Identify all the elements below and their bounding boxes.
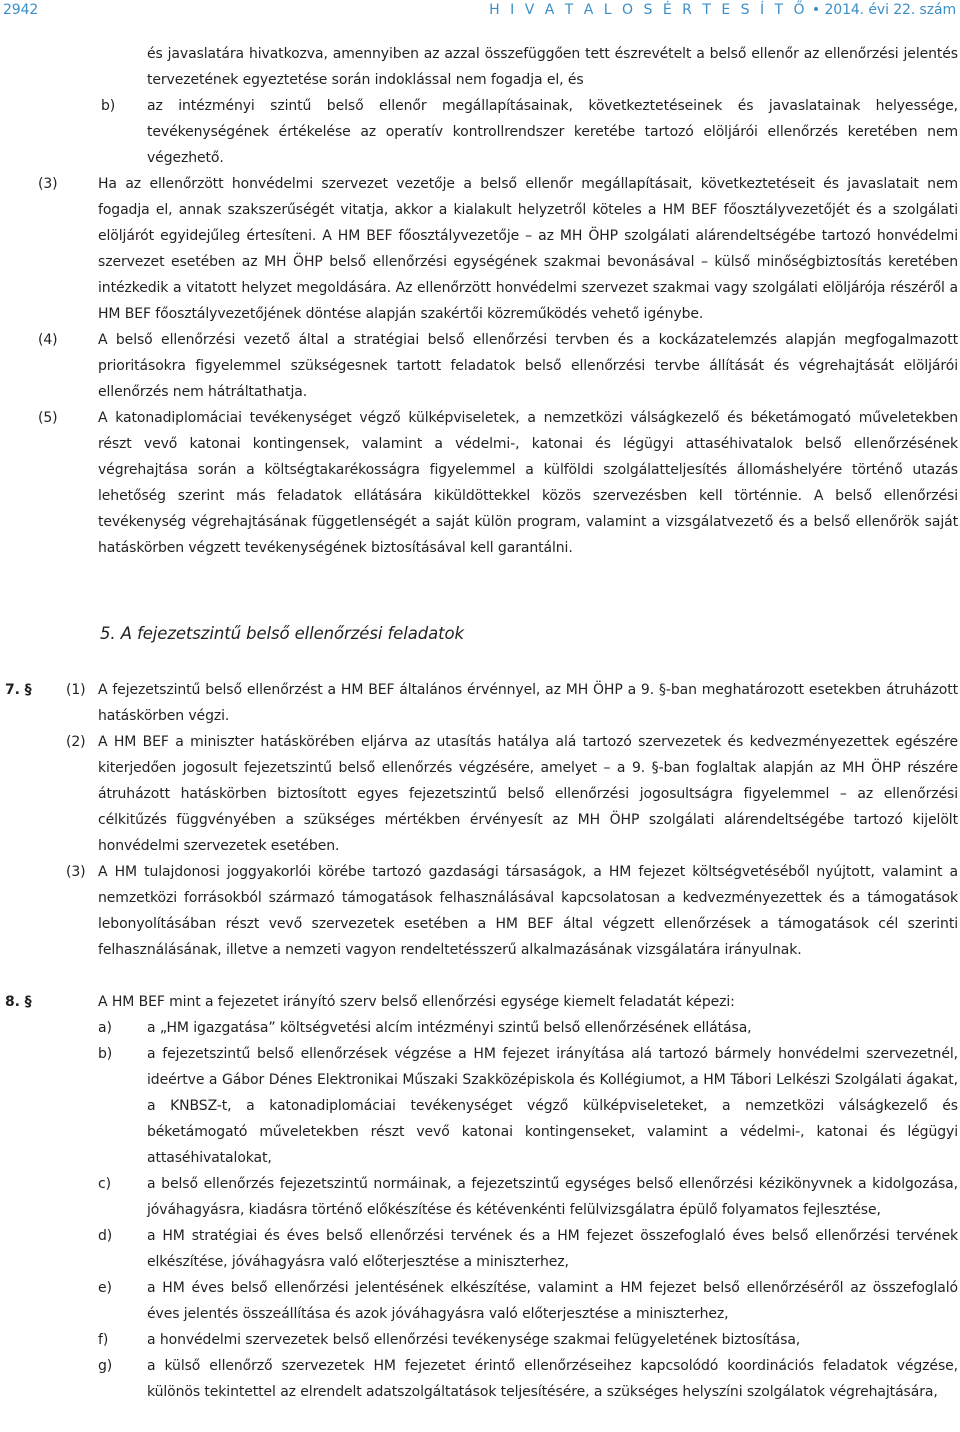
section-8-intro (5, 989, 958, 1015)
list-label: e) (98, 1280, 112, 1296)
section-intro-text: A HM BEF mint a fejezetet irányító szerv belső ellenőrzési egysége kiemelt feladatát képezi: (98, 994, 735, 1010)
paragraph-number: (4) (38, 332, 58, 348)
list-text: a belső ellenőrzés fejezetszintű normáinak, a fejezetszintű egységes belső ellenőrzési kézikönyvnek a kidolgozása, jóváhagyásra, kiadásra történő előkészítése és kétévenkénti felülvizsgálatra épülő folyamatos fejlesztése, (147, 1176, 958, 1218)
section-number: 7. § (5, 682, 32, 698)
list-item-b (101, 93, 958, 171)
paragraph-4 (38, 327, 958, 405)
paragraph-number: (3) (38, 176, 58, 192)
section-8-item-c (98, 1171, 958, 1223)
list-label: c) (98, 1176, 111, 1192)
section-7-paragraph-3 (66, 859, 958, 963)
list-text: a HM éves belső ellenőrzési jelentésének elkészítése, valamint a HM fejezet belső ellenőrzéséről az összefoglaló éves jelentés összeállítása és azok jóváhagyásra való előterjesztése a miniszterhez, (147, 1280, 958, 1322)
section-8-item-d (98, 1223, 958, 1275)
section-7-paragraph-2 (66, 729, 958, 859)
list-text: a fejezetszintű belső ellenőrzések végzése a HM fejezet irányítása alá tartozó bármely honvédelmi szervezetnél, ideértve a Gábor Dénes Elektronikai Műszaki Szakközépiskola és Kollégiumot, a HM Tábori Lelkészi Szolgálati ágakat, a KNBSZ-t, a katonadiplomáciai tevékenységet végző külképviseleteket, a nemzetközi válságkezelő és béketámogató műveletekben részt vevő katonai kontingenseket, valamint a védelmi-, katonai és légügyi attaséhivatalokat, (147, 1046, 958, 1166)
section-8-item-a (98, 1015, 958, 1041)
list-label: f) (98, 1332, 109, 1348)
paragraph-text: A fejezetszintű belső ellenőrzést a HM BEF általános érvénnyel, az MH ÖHP a 9. §-ban meghatározott esetekben átruházott hatáskörben végzi. (98, 682, 958, 724)
list-label: b) (98, 1046, 113, 1062)
paragraph-text: A HM tulajdonosi joggyakorlói körébe tartozó gazdasági társaságok, a HM fejezet költségvetéséből nyújtott, valamint a nemzetközi forrásokból származó támogatások felhasználásával kapcsolatosan a kedvezményezettek és a támogatások lebonyolításában részt vevő szervezetek esetében a HM BEF által végzett ellenőrzések a támogatások cél szerinti felhasználásának, illetve a nemzeti vagyon rendeltetésszerű alkalmazásának vizsgálatára irányulnak. (98, 864, 958, 958)
list-text: a külső ellenőrző szervezetek HM fejezetet érintő ellenőrzéseihez kapcsolódó koordinációs feladatok végzése, különös tekintettel az elrendelt adatszolgáltatások teljesítésére, a szükséges helyszíni szolgálatok végrehajtására, (147, 1358, 958, 1400)
paragraph-number: (3) (66, 864, 86, 880)
list-label: a) (98, 1020, 112, 1036)
publication-name: H I V A T A L O S É R T E S Í T Ő (489, 2, 808, 18)
paragraph-5 (38, 405, 958, 561)
paragraph-number: (2) (66, 734, 86, 750)
list-text: a honvédelmi szervezetek belső ellenőrzési tevékenysége szakmai felügyeletének biztosítása, (147, 1332, 801, 1348)
section-8-item-e (98, 1275, 958, 1327)
chapter-title: 5. A fejezetszintű belső ellenőrzési feladatok (100, 624, 464, 643)
running-header (0, 0, 960, 22)
list-label: d) (98, 1228, 113, 1244)
paragraph-text: Ha az ellenőrzött honvédelmi szervezet vezetője a belső ellenőr megállapításait, következtetéseit és javaslatait nem fogadja el, annak szakszerűségét vitatja, akkor a kialakult helyzetről köteles a HM BEF főosztályvezetőjét és a szolgálati elöljárót egyidejűleg értesíteni. A HM BEF főosztályvezetője – az MH ÖHP szolgálati alárendeltségébe tartozó honvédelmi szervezet esetében az MH ÖHP belső ellenőrzési egységének szakmai bevonásával – külső minőségbiztosítás keretében intézkedik a vitatott helyzet megoldására. Az ellenőrzött honvédelmi szervezet szakmai vagy szolgálati elöljárója részéről a HM BEF főosztályvezetőjének döntése alapján szakértői közreműködés vehető igénybe. (98, 176, 958, 322)
list-text: a „HM igazgatása” költségvetési alcím intézményi szintű belső ellenőrzésének ellátása, (147, 1020, 752, 1036)
bullet: • (811, 2, 821, 18)
list-text: a HM stratégiai és éves belső ellenőrzési tervének és a HM fejezet összefoglaló éves belső ellenőrzési tervének elkészítése, jóváhagyásra való előterjesztése a miniszterhez, (147, 1228, 958, 1270)
paragraph-number: (5) (38, 410, 58, 426)
paragraph-text: A HM BEF a miniszter hatáskörében eljárva az utasítás hatálya alá tartozó szervezetek és kedvezményezettek egészére kiterjedően jogosult fejezetszintű belső ellenőrzés végzésére, amelyet – a 9. §-ban foglaltak alapján az MH ÖHP részére átruházott hatáskörben biztosított egyes fejezetszintű belső ellenőrzési jogosultságra figyelemmel – az ellenőrzési célkitűzés függvényében a szükséges mértékben érvényesít az MH ÖHP szolgálati alárendeltségébe tartozó kijelölt honvédelmi szervezetek esetében. (98, 734, 958, 854)
section-8-item-b (98, 1041, 958, 1171)
paragraph-text: A belső ellenőrzési vezető által a stratégiai belső ellenőrzési tervben és a kockázatelemzés alapján megfogalmazott prioritásokra figyelemmel szükségesnek tartott feladatok belső ellenőrzési tervbe állítását és végrehajtását elöljárói ellenőrzés nem hátráltathatja. (98, 332, 958, 400)
section-number: 8. § (5, 994, 32, 1010)
page-body (0, 41, 960, 1405)
running-title (489, 2, 956, 18)
section-8-item-g (98, 1353, 958, 1405)
section-7-paragraph-1 (5, 677, 958, 729)
issue-label: 2014. évi 22. szám (824, 2, 956, 18)
list-text: az intézményi szintű belső ellenőr megállapításainak, következtetéseinek és javaslatainak helyessége, tevékenységének értékelése az operatív kontrollrendszer keretébe tartozó elöljárói ellenőrzés keretében nem végezhető. (147, 98, 958, 166)
list-label: b) (101, 98, 116, 114)
section-8-item-f (98, 1327, 958, 1353)
paragraph-text: A katonadiplomáciai tevékenységet végző külképviseletek, a nemzetközi válságkezelő és béketámogató műveletekben részt vevő katonai kontingensek, valamint a védelmi-, katonai és légügyi attaséhivatalok belső ellenőrzésének végrehajtása során a költségtakarékosságra figyelemmel a külföldi szolgálatteljesítés állomáshelyére történő utazás lehetőség szerint más feladatok ellátására kiküldöttekkel közös szervezésben kell történnie. A belső ellenőrzési tevékenység végrehajtásának függetlenségét a saját külön program, valamint a vizsgálatvezető és a belső ellenőrök saját hatáskörben végzett tevékenységének biztosításával kell garantálni. (98, 410, 958, 556)
page-number: 2942 (3, 2, 39, 18)
paragraph-number: (1) (66, 682, 86, 698)
continuation-text: és javaslatára hivatkozva, amennyiben az azzal összefüggően tett észrevételt a belső ellenőr az ellenőrzési jelentés tervezetének egyeztetése során indoklással nem fogadja el, és (147, 46, 958, 88)
paragraph-3 (38, 171, 958, 327)
list-label: g) (98, 1358, 113, 1374)
